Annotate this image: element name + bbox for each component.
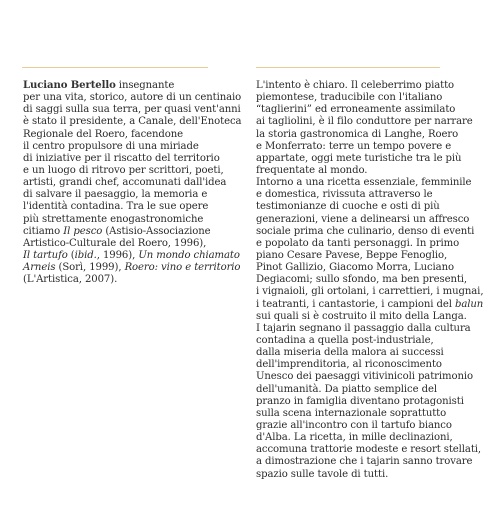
right-text-line [256,371,473,383]
text-segment: sulla scena internazionale soprattutto [256,407,447,419]
book-description-column [256,80,483,481]
right-text-line [256,456,473,468]
italic-title: Arneis [23,262,56,274]
text-segment: piano Cesare Pavese, Beppe Fenoglio, [256,249,448,261]
left-column-rule [22,67,208,68]
text-segment: piemontese, traducibile con l'italiano [256,92,443,104]
text-segment: sui quali si è costruito il mito della Langa. [256,310,467,322]
text-segment: il centro propulsore di una miriade [23,140,199,152]
left-text-line [23,226,213,238]
text-segment: l'identità contadina. Tra le sue opere [23,201,209,213]
left-text-line [23,80,213,92]
text-segment: L'intento è chiaro. Il celeberrimo piatto [256,80,455,91]
text-segment: e popolato da tanti personaggi. In primo [256,237,460,249]
left-text-line [23,238,213,250]
text-segment: Intorno a una ricetta essenziale, femminile [256,177,472,189]
italic-title: ibid. [74,249,97,261]
text-segment: i vignaioli, gli ortolani, i carrettieri, i mugnai, [256,286,483,298]
right-text-line [256,213,470,226]
text-segment: più strettamente enogastronomiche [23,213,204,225]
text-segment: accomuna trattorie modeste e resort stellati, [256,444,482,456]
text-segment: artisti, grandi chef, accomunati dall'idea [23,177,227,189]
right-text-line [256,274,468,286]
left-text-line [23,214,213,226]
text-segment: è stato il presidente, a Canale, dell'Enoteca [23,116,242,128]
text-segment: Degiacomi; sullo sfondo, ma ben presenti, [256,274,468,286]
text-segment: di salvare il paesaggio, la memoria e [23,189,208,201]
text-segment: (Astisio-Associazione [102,225,211,237]
text-segment: I tajarin segnano il passaggio dalla cultura [256,322,471,334]
text-segment: e un luogo di ritrovo per scrittori, poeti, [23,164,224,176]
right-text-line [256,286,483,298]
right-text-line [256,395,464,408]
text-segment: i teatranti, i cantastorie, i campioni del [256,298,455,310]
right-text-line [256,92,448,104]
right-text-line [256,165,448,177]
text-segment: , 1996), [96,249,139,261]
text-segment: e Monferrato: terre un tempo povere e [256,140,452,152]
left-text-line [23,116,242,128]
author-bio-column [23,80,242,286]
left-text-line [23,152,220,165]
right-text-line [256,384,448,396]
text-segment: la storia gastronomica di Langhe, Roero [256,128,459,140]
left-text-line [23,274,213,286]
text-segment: a dimostrazione che i tajarin sanno trovare [256,456,473,468]
right-text-line [256,469,448,481]
text-segment: dell'imprenditoria, al riconoscimento [256,359,442,371]
text-segment: Artistico-Culturale del Roero, 1996), [23,237,207,249]
left-text-line [23,262,241,274]
text-segment: sociale prima che culinario, denso di eventi [256,225,475,237]
italic-title: Il tartufo [23,249,68,261]
italic-title: balun [454,298,483,310]
author-name: Luciano Bertello [23,80,116,91]
left-text-line [23,104,241,116]
left-text-line [23,189,213,201]
text-segment: pranzo in famiglia diventano protagonisti [256,395,464,407]
right-text-line [256,152,462,165]
right-text-line [256,432,453,444]
right-text-line [256,347,448,359]
left-text-line [23,92,242,104]
left-text-line [23,201,213,213]
right-text-line [256,80,455,92]
text-segment: generazioni, viene a delinearsi un affresco [256,213,470,225]
right-text-line [256,201,448,213]
right-text-line [256,189,448,201]
text-segment: appartate, oggi mete turistiche tra le più [256,152,462,164]
text-segment: insegnante [115,80,175,91]
right-column-rule [256,67,440,68]
text-segment: citiamo [23,225,64,237]
right-text-line [256,225,475,238]
left-text-line [23,249,240,262]
italic-title: Il pesco [63,225,103,237]
text-segment: ai tagliolini, è il filo conduttore per narrare [256,116,473,128]
text-segment: d'Alba. La ricetta, in mille declinazioni, [256,432,453,444]
right-text-line [256,335,448,347]
left-text-line [23,177,227,189]
italic-title: Roero: vino e territorio [124,262,241,274]
text-segment: (Sorì, 1999), [55,262,125,274]
right-text-line [256,298,483,311]
right-text-line [256,408,448,420]
text-segment: per una vita, storico, autore di un centinaio [23,92,242,104]
text-segment: Unesco dei paesaggi vitivinicoli patrimonio [256,371,473,383]
text-segment: spazio sulle tavole di tutti. [256,468,389,480]
right-text-line [256,444,482,456]
right-text-line [256,322,471,335]
right-text-line [256,237,460,250]
text-segment: di iniziative per il riscatto del territorio [23,152,220,164]
text-segment: Pinot Gallizio, Giacomo Morra, Luciano [256,262,454,274]
text-segment: dalla miseria della malora ai successi [256,347,444,359]
text-segment: ( [67,249,75,261]
right-text-line [256,359,448,371]
right-text-line [256,140,452,153]
text-segment: e domestica, rivissuta attraverso le [256,189,433,201]
text-segment: grazie all'incontro con il tartufo bianco [256,419,452,431]
right-text-line [256,419,452,432]
left-text-line [23,141,213,153]
text-segment: frequentate al mondo. [256,164,368,176]
text-segment: Regionale del Roero, facendone [23,128,184,140]
text-segment: dell'umanità. Da piatto semplice del [256,383,437,395]
right-text-line [256,262,454,274]
right-text-line [256,104,456,116]
text-segment: testimonianze di cuoche e osti di più [256,201,440,213]
right-text-line [256,310,467,323]
right-text-line [256,128,459,141]
text-segment: (L'Artistica, 2007). [23,274,118,286]
text-segment: di saggi sulla sua terra, per quasi vent'anni [23,104,241,116]
text-segment: contadina a quella post-industriale, [256,334,434,346]
left-text-line [23,164,224,177]
right-text-line [256,250,448,262]
left-text-line [23,129,213,141]
right-text-line [256,116,473,128]
right-text-line [256,177,472,189]
text-segment: “taglierini” ed erroneamente assimilato [256,104,456,116]
italic-title: Un mondo chiamato [138,249,240,261]
